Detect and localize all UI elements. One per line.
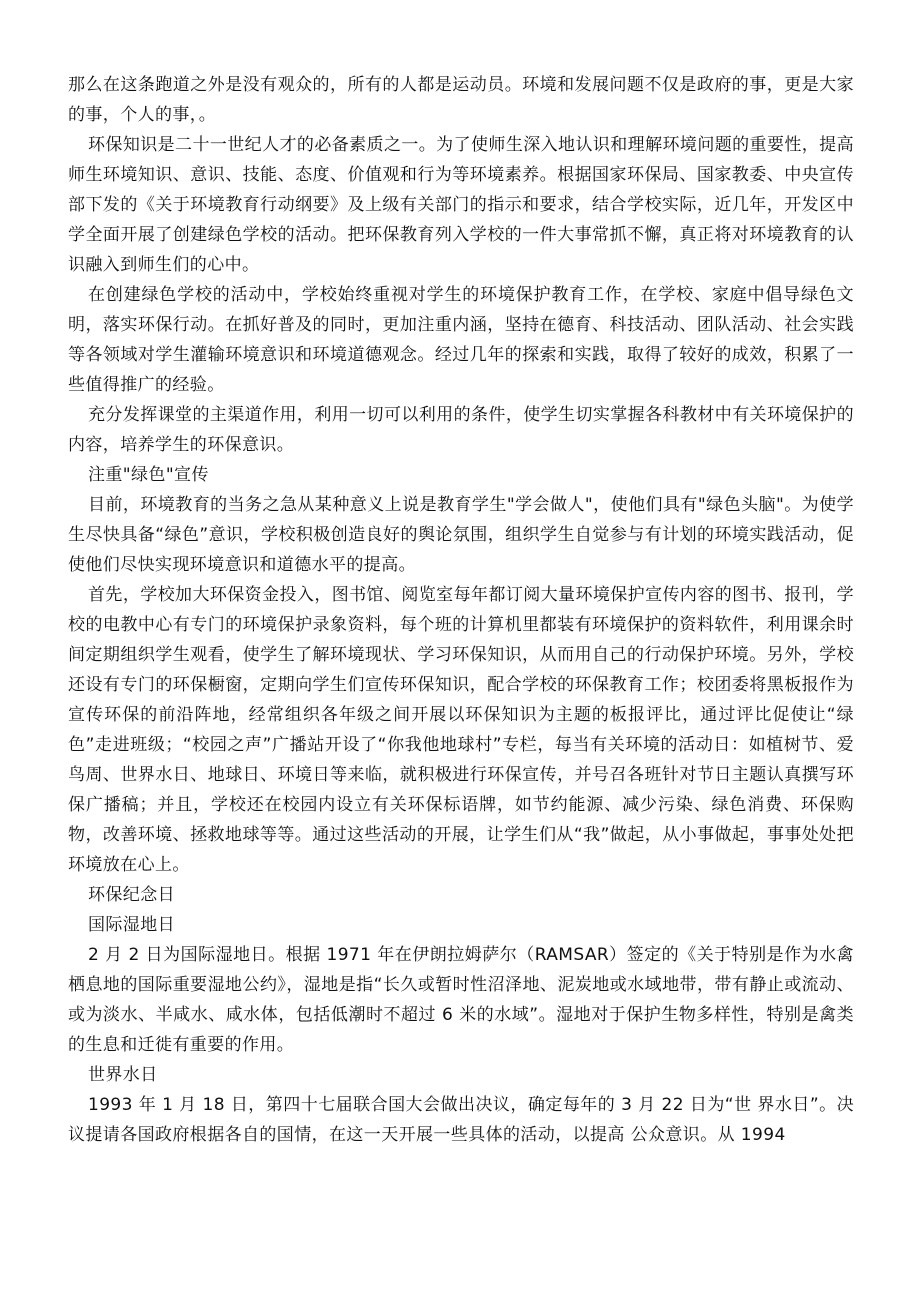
paragraph-opening: 那么在这条跑道之外是没有观众的，所有的人都是运动员。环境和发展问题不仅是政府的事，更是大家的事，个人的事，。 — [68, 75, 854, 125]
section-heading-wetlands-day: 国际湿地日 — [88, 915, 175, 935]
paragraph-environmental-knowledge: 环保知识是二十一世纪人才的必备素质之一。为了使师生深入地认识和理解环境问题的重要性，提高师生环境知识、意识、技能、态度、价值观和行为等环境素养。根据国家环保局、国家教委、中央宣传部下发的《关于环境教育行动纲要》及上级有关部门的指示和要求，结合学校实际，近几年，开发区中学全面开展了创建绿色学校的活动。把环保教育列入学校的一件大事常抓不懈，真正将对环境教育的认识融入到师生们的心中。 — [68, 135, 854, 275]
paragraph-school-investment: 首先，学校加大环保资金投入，图书馆、阅览室每年都订阅大量环境保护宣传内容的图书、报刊，学校的电教中心有专门的环境保护录象资料，每个班的计算机里都装有环境保护的资料软件，利用课余时间定期组织学生观看，使学生了解环境现状、学习环保知识，从而用自己的行动保护环境。另外，学校还设有专门的环保橱窗，定期向学生们宣传环保知识，配合学校的环保教育工作；校团委将黑板报作为宣传环保的前沿阵地，经常组织各年级之间开展以环保知识为主题的板报评比，通过评比促使让“绿色”走进班级；“校园之声”广播站开设了“你我他地球村”专栏，每当有关环境的活动日：如植树节、爱鸟周、世界水日、地球日、环境日等来临，就积极进行环保宣传，并号召各班针对节日主题认真撰写环保广播稿；并且，学校还在校园内设立有关环保标语牌，如节约能源、减少污染、绿色消费、环保购物，改善环境、拯救地球等等。通过这些活动的开展，让学生们从“我”做起，从小事做起，事事处处把环境放在心上。 — [68, 585, 854, 875]
paragraph-current-education: 目前，环境教育的当务之急从某种意义上说是教育学生"学会做人"，使他们具有"绿色头脑"。为使学生尽快具备“绿色”意识，学校积极创造良好的舆论氛围，组织学生自觉参与有计划的环境实践活动，促使他们尽快实现环境意识和道德水平的提高。 — [68, 495, 854, 575]
document-page — [68, 70, 854, 1150]
section-heading-commemoration-days: 环保纪念日 — [88, 885, 175, 905]
paragraph-green-school: 在创建绿色学校的活动中，学校始终重视对学生的环境保护教育工作，在学校、家庭中倡导绿色文明，落实环保行动。在抓好普及的同时，更加注重内涵，坚持在德育、科技活动、团队活动、社会实践等各领域对学生灌输环境意识和环境道德观念。经过几年的探索和实践，取得了较好的成效，积累了一些值得推广的经验。 — [68, 285, 854, 395]
paragraph-classroom-channel: 充分发挥课堂的主渠道作用，利用一切可以利用的条件，使学生切实掌握各科教材中有关环境保护的内容，培养学生的环保意识。 — [68, 405, 854, 455]
paragraph-wetlands-day: 2 月 2 日为国际湿地日。根据 1971 年在伊朗拉姆萨尔（RAMSAR）签定的《关于特别是作为水禽栖息地的国际重要湿地公约》，湿地是指“长久或暂时性沼泽地、泥炭地或水域地带，带有静止或流动、或为淡水、半咸水、咸水体，包括低潮时不超过 6 米的水域”。湿地对于保护生物多样性，特别是禽类的生息和迁徙有重要的作用。 — [68, 945, 854, 1055]
section-heading-water-day: 世界水日 — [88, 1065, 158, 1085]
section-heading-green-publicity: 注重"绿色"宣传 — [88, 465, 209, 485]
paragraph-water-day: 1993 年 1 月 18 日，第四十七届联合国大会做出决议，确定每年的 3 月 22 日为“世 界水日”。决议提请各国政府根据各自的国情，在这一天开展一些具体的活动，以提高 公众意识。从 1994 — [68, 1095, 854, 1145]
